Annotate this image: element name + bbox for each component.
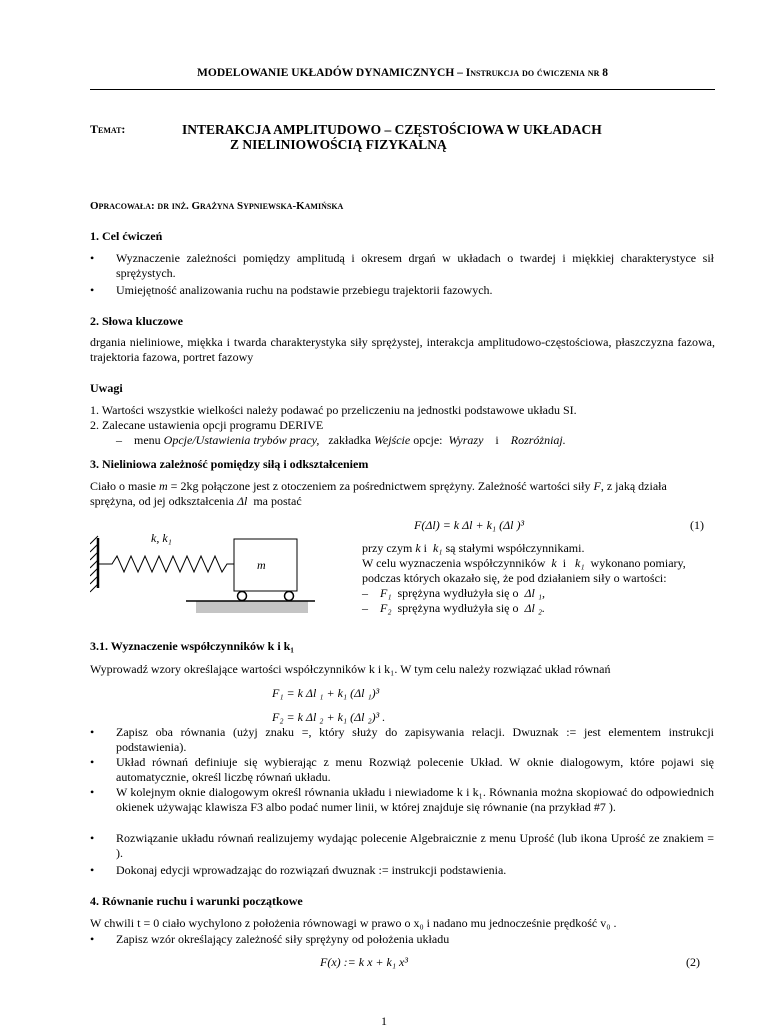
list-item-text: Zapisz oba równania (użyj znaku =, który służy do zapisywania relacji. Dwuznak := jest elementem instrukcji podstawienia).: [116, 725, 714, 754]
text: sprężyna, od jej odkształcenia: [90, 494, 234, 508]
text: wykonano pomiary,: [590, 556, 686, 570]
symbol: F₂: [380, 601, 392, 615]
section-3-para-line-2: [90, 494, 302, 509]
section-1-heading: 1. Cel ćwiczeń: [90, 229, 163, 243]
dash: –: [116, 433, 122, 447]
equation-system-line-2: F₂ = k Δl ₂ + k₁ (Δl ₂)³ .: [272, 710, 386, 724]
author-line: [90, 199, 343, 214]
note-line-2: 2. Zalecane ustawienia opcji programu DERIVE: [90, 418, 324, 432]
author-name: dr inż. Grażyna Sypniewska-Kamińska: [157, 200, 344, 212]
wheel-right: [285, 592, 294, 601]
dash: –: [362, 601, 368, 615]
note-text: i: [495, 433, 499, 447]
header-rule: [90, 89, 715, 90]
bullet-icon: •: [90, 831, 95, 845]
bullet-icon: •: [90, 785, 95, 799]
section-3-para-line-1: [90, 479, 715, 494]
text: przy czym: [362, 541, 413, 555]
topic-label: Temat:: [90, 122, 126, 136]
ground-hatch: [196, 601, 308, 613]
note-text: menu: [134, 433, 161, 447]
note-text: zakładka: [328, 433, 371, 447]
note-line-3: [116, 433, 566, 448]
text: ma postać: [253, 494, 302, 508]
symbol: Δl: [236, 494, 248, 508]
wall-hatch: [90, 536, 98, 592]
bullet-icon: •: [90, 251, 95, 265]
text: W celu wyznaczenia współczynników: [362, 556, 546, 570]
figure-text-line-5: [362, 601, 545, 616]
figure-text-line-1: [362, 541, 584, 556]
option-name: Rozróżniaj.: [510, 433, 566, 447]
header-subtitle: – Instrukcja do ćwiczenia nr 8: [457, 67, 608, 79]
topic-line-1: INTERAKCJA AMPLITUDOWO – CZĘSTOŚCIOWA W UKŁADACH: [182, 122, 602, 137]
symbol: F: [593, 479, 601, 493]
symbol: m: [159, 479, 168, 493]
section-4-heading: 4. Równanie ruchu i warunki początkowe: [90, 894, 303, 908]
notes-heading: Uwagi: [90, 381, 123, 395]
equation-2: F(x) := k x + k₁ x³: [320, 955, 408, 969]
equation-1-number: (1): [690, 518, 704, 532]
mass-label: m: [257, 558, 266, 572]
spring-label: k, k₁: [151, 531, 172, 545]
list-item-text: Dokonaj edycji wprowadzając do rozwiązań dwuznak := instrukcji podstawienia.: [116, 863, 507, 877]
section-3-1-heading: 3.1. Wyznaczenie współczynników k i k₁: [90, 639, 294, 653]
symbol: Δl ₂.: [524, 601, 546, 615]
text: = 2kg połączone jest z otoczeniem za pośrednictwem sprężyny. Zależność wartości siły: [170, 479, 591, 493]
menu-path: Opcje/Ustawienia trybów pracy,: [163, 433, 320, 447]
spring-mass-figure: [90, 530, 330, 620]
list-item-text: Zapisz wzór określający zależność siły sprężyny od położenia układu: [116, 932, 450, 946]
text: i: [423, 541, 427, 555]
tab-name: Wejście: [373, 433, 411, 447]
option-name: Wyrazy: [448, 433, 484, 447]
symbol: k₁: [432, 541, 443, 555]
equation-2-number: (2): [686, 955, 700, 969]
text: sprężyna wydłużyła się o: [397, 586, 519, 600]
text: sprężyna wydłużyła się o: [397, 601, 519, 615]
list-item-text: Układ równań definiuje się wybierając z menu Rozwiąż polecenie Układ. W oknie dialogowym, które pojawi się automatycznie, określ liczbę równań układu.: [116, 755, 714, 784]
document-header: [90, 66, 715, 81]
figure-text-line-4: [362, 586, 545, 601]
list-item-text: W kolejnym oknie dialogowym określ równania układu i niewiadome k i k₁. Równania można skopiować do odpowiednich okienek używając klawisza F3 albo podać numer linii, w której znajduje się równanie (na przykład #7 ).: [116, 785, 714, 814]
spring: [98, 556, 234, 572]
text: Ciało o masie: [90, 479, 156, 493]
section-2-heading: 2. Słowa kluczowe: [90, 314, 183, 328]
note-line-1: 1. Wartości wszystkie wielkości należy podawać po przeliczeniu na jednostki podstawowe układu SI.: [90, 403, 577, 417]
figure-text-line-3: podczas których okazało się, że pod działaniem siły o wartości:: [362, 571, 667, 585]
dash: –: [362, 586, 368, 600]
note-text: opcje:: [413, 433, 443, 447]
bullet-icon: •: [90, 725, 95, 739]
symbol: k: [415, 541, 421, 555]
section-4-para: W chwili t = 0 ciało wychylono z położenia równowagi w prawo o x₀ i nadano mu jednocześnie prędkość v₀ .: [90, 916, 617, 930]
symbol: F₁: [380, 586, 392, 600]
wheel-left: [238, 592, 247, 601]
bullet-icon: •: [90, 283, 95, 297]
figure-text-line-2: [362, 556, 686, 571]
author-label: Opracowała:: [90, 200, 155, 212]
section-3-1-para: Wyprowadź wzory określające wartości współczynników k i k₁. W tym celu należy rozwiązać układ równań: [90, 662, 611, 676]
text: i: [562, 556, 567, 570]
symbol: Δl ₁,: [524, 586, 546, 600]
list-item-text: Umiejętność analizowania ruchu na podstawie przebiegu trajektorii fazowych.: [116, 283, 493, 297]
topic-line-2: Z NIELINIOWOŚCIĄ FIZYKALNĄ: [230, 137, 447, 152]
text: , z jaką działa: [600, 479, 667, 493]
text: są stałymi współczynnikami.: [445, 541, 585, 555]
symbol: k: [551, 556, 557, 570]
equation-system-line-1: F₁ = k Δl ₁ + k₁ (Δl ₁)³: [272, 686, 380, 700]
header-title: MODELOWANIE UKŁADÓW DYNAMICZNYCH: [197, 67, 455, 79]
bullet-icon: •: [90, 755, 95, 769]
bullet-icon: •: [90, 863, 95, 877]
equation-1: F(Δl) = k Δl + k₁ (Δl )³: [414, 518, 525, 532]
symbol: k₁: [575, 556, 585, 570]
list-item-text: Wyznaczenie zależności pomiędzy amplitudą i okresem drgań w układach o twardej i miękkiej charakterystyce sił sprężystych.: [116, 251, 714, 280]
list-item-text: Rozwiązanie układu równań realizujemy wydając polecenie Algebraicznie z menu Uprość (lub ikona Uprość ze znakiem = ).: [116, 831, 714, 860]
keywords-text: drgania nieliniowe, miękka i twarda charakterystyka siły sprężystej, interakcja amplitudowo-częstościowa, płaszczyzna fazowa, trajektoria fazowa, portret fazowy: [90, 335, 715, 364]
page-number: 1: [381, 1014, 387, 1028]
section-3-heading: 3. Nieliniowa zależność pomiędzy siłą i odkształceniem: [90, 457, 369, 471]
bullet-icon: •: [90, 932, 95, 946]
